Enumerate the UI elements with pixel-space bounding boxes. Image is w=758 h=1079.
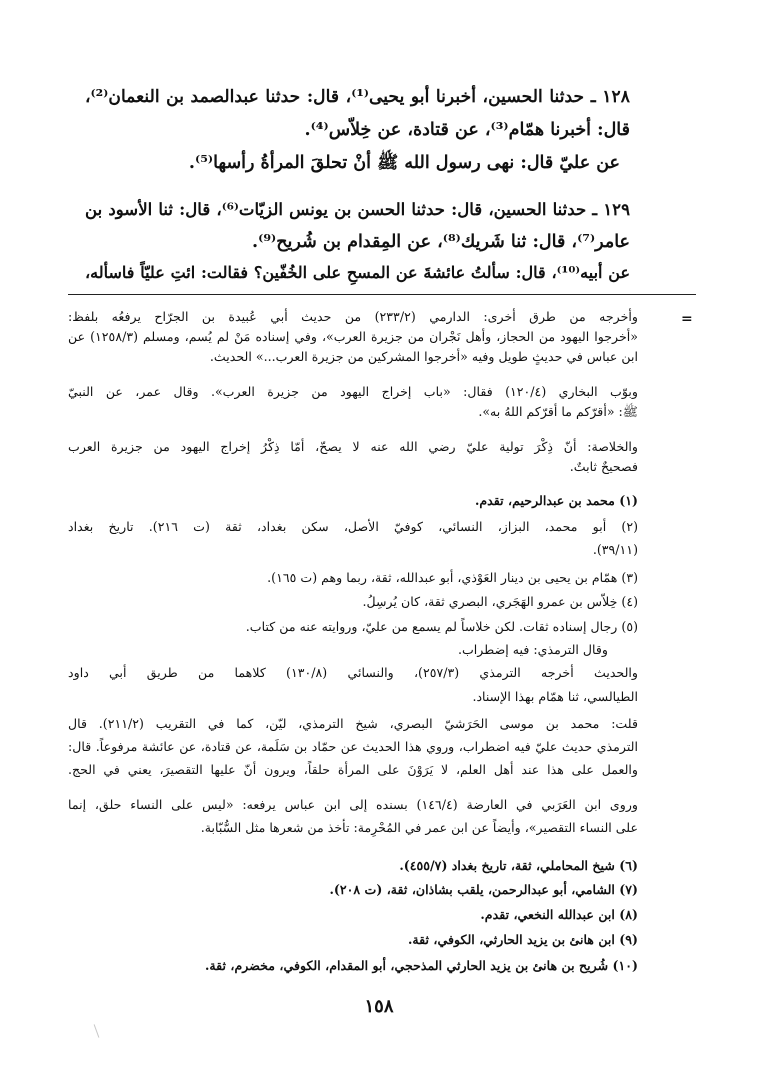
scan-speck: [94, 1024, 100, 1037]
footnote-line: الطيالسي، ثنا همّام بهذا الإسناد.: [472, 689, 638, 704]
footnote-item-7: (٧) الشامي، أبو عبدالرحمن، يلقب بشاذان، ثقة، (ت ٢٠٨).: [329, 882, 638, 897]
footnote-item-3: (٣) همّام بن يحيى بن دينار العَوْذي، أبو عبدالله، ثقة، ربما وهم (ت ١٦٥).: [267, 570, 638, 585]
footnote-line: وقال الترمذي: فيه إضطراب.: [457, 642, 608, 657]
footnote-item-2: (٢) أبو محمد، البزاز، النسائي، كوفيّ الأصل، سكن بغداد، ثقة (ت ٢١٦). تاريخ بغداد: [68, 519, 638, 534]
footnote-line: فصحيحٌ ثابتٌ.: [569, 459, 638, 474]
footnote-item-8: (٨) ابن عبدالله النخعي، تقدم.: [480, 907, 638, 922]
footnote-line: قلت: محمد بن موسى الحَرَشيّ البصري، شيخ الترمذي، ليّن، كما في التقريب (٢١١/٢). قال: [68, 716, 638, 731]
footnote-line: الترمذي حديث عليّ فيه اضطراب، وروي هذا الحديث عن حمّاد بن سَلَمة، عن قتادة، عن عائشة مرفوعاً. قال:: [68, 739, 638, 754]
main-line-1: ١٢٨ ـ حدثنا الحسين، أخبرنا أبو يحيى⁽¹⁾، قال: حدثنا عبدالصمد بن النعمان⁽²⁾،: [85, 87, 630, 107]
footnote-line: وأخرجه من طرق أخرى: الدارمي (٢٣٣/٢) من حديث أبي عُبيدة بن الجرّاح يرفعُه بلفظ:: [68, 309, 638, 324]
footnote-line: (٣٩/١١).: [592, 542, 638, 557]
footnote-line: والحديث أخرجه الترمذي (٢٥٧/٣)، والنسائي (١٣٠/٨) كلاهما من طريق أبي داود: [68, 665, 638, 680]
main-line-3: عن عليّ قال: نهى رسول الله ﷺ أنْ تحلقَ المرأةُ رأسها⁽⁵⁾.: [188, 153, 620, 173]
footnote-separator-rule: [68, 294, 696, 295]
footnote-item-4: (٤) خِلاّس بن عمرو الهَجَري، البصري ثقة، كان يُرسِلُ.: [362, 594, 638, 609]
footnote-line: ابن عباس في حديثٍ طويل وفيه «أخرجوا المشركين من جزيرة العرب...» الحديث.: [209, 349, 638, 364]
footnote-line: على النساء التقصير»، وأيضاً عن ابن عمر في المُحْرِمة: تأخذ من شعرها مثل السُّبّابة.: [200, 820, 638, 835]
continuation-marker: =: [681, 311, 693, 327]
footnote-line: والعمل على هذا عند أهل العلم، لا يَرَوْنَ على المرأة حلقاً، ويرون أنّ عليها التقصيرَ، يعني في الحج.: [68, 762, 638, 777]
footnote-item-5: (٥) رجال إسناده ثقات. لكن خلاساً لم يسمع من عليّ، وروايته عنه من كتاب.: [245, 619, 638, 634]
main-line-4: ١٢٩ ـ حدثنا الحسين، قال: حدثنا الحسن بن يونس الزيّات⁽⁶⁾، قال: ثنا الأسود بن: [85, 199, 630, 219]
footnote-line: ﷺ: «أقرّكم ما أقرّكم اللهُ به».: [478, 404, 638, 419]
footnote-line: وبوّب البخاري (١٢٠/٤) فقال: «باب إخراج اليهود من جزيرة العرب». وقال عمر، عن النبيّ: [68, 384, 638, 399]
footnote-item-6: (٦) شيخ المحاملي، ثقة، تاريخ بغداد (٤٥٥/٧).: [399, 858, 638, 873]
footnote-line: والخلاصة: أنّ ذِكْرَ تولية عليّ رضي الله عنه لا يصحّ، أمّا ذِكْرُ إخراج اليهود من جزيرة العرب: [68, 439, 638, 454]
footnote-item-1: (١) محمد بن عبدالرحيم، تقدم.: [475, 493, 638, 508]
footnote-item-9: (٩) ابن هانئ بن يزيد الحارثي، الكوفي، ثقة.: [408, 932, 638, 947]
main-line-5: عامر⁽⁷⁾، قال: ثنا شَريك⁽⁸⁾، عن المِقدام بن شُريح⁽⁹⁾.: [252, 232, 630, 252]
footnote-line: وروى ابن العَرَبي في العارضة (١٤٦/٤) بسنده إلى ابن عباس يرفعه: «ليس على النساء حلق، إنما: [68, 797, 638, 812]
main-line-2: قال: أخبرنا همّام⁽³⁾، عن قتادة، عن خِلاّس⁽⁴⁾.: [304, 120, 630, 140]
footnote-line: «أخرجوا اليهود من الحجاز، وأهل نَجْران من جزيرة العرب»، وفي إسناده مَنْ لم يُسم، ومسلم (١٢٥٨/٣) عن: [68, 329, 638, 344]
page-number: ١٥٨: [364, 996, 394, 1017]
footnote-item-10: (١٠) شُريح بن هانئ بن يزيد الحارثي المذحجي، أبو المقدام، الكوفي، مخضرم، ثقة.: [205, 958, 638, 973]
main-line-6: عن أبيه⁽¹⁰⁾، قال: سألتُ عائشةَ عن المسحِ على الخُفّين؟ فقالت: ائتِ عليّاً فاسأله،: [85, 263, 631, 282]
